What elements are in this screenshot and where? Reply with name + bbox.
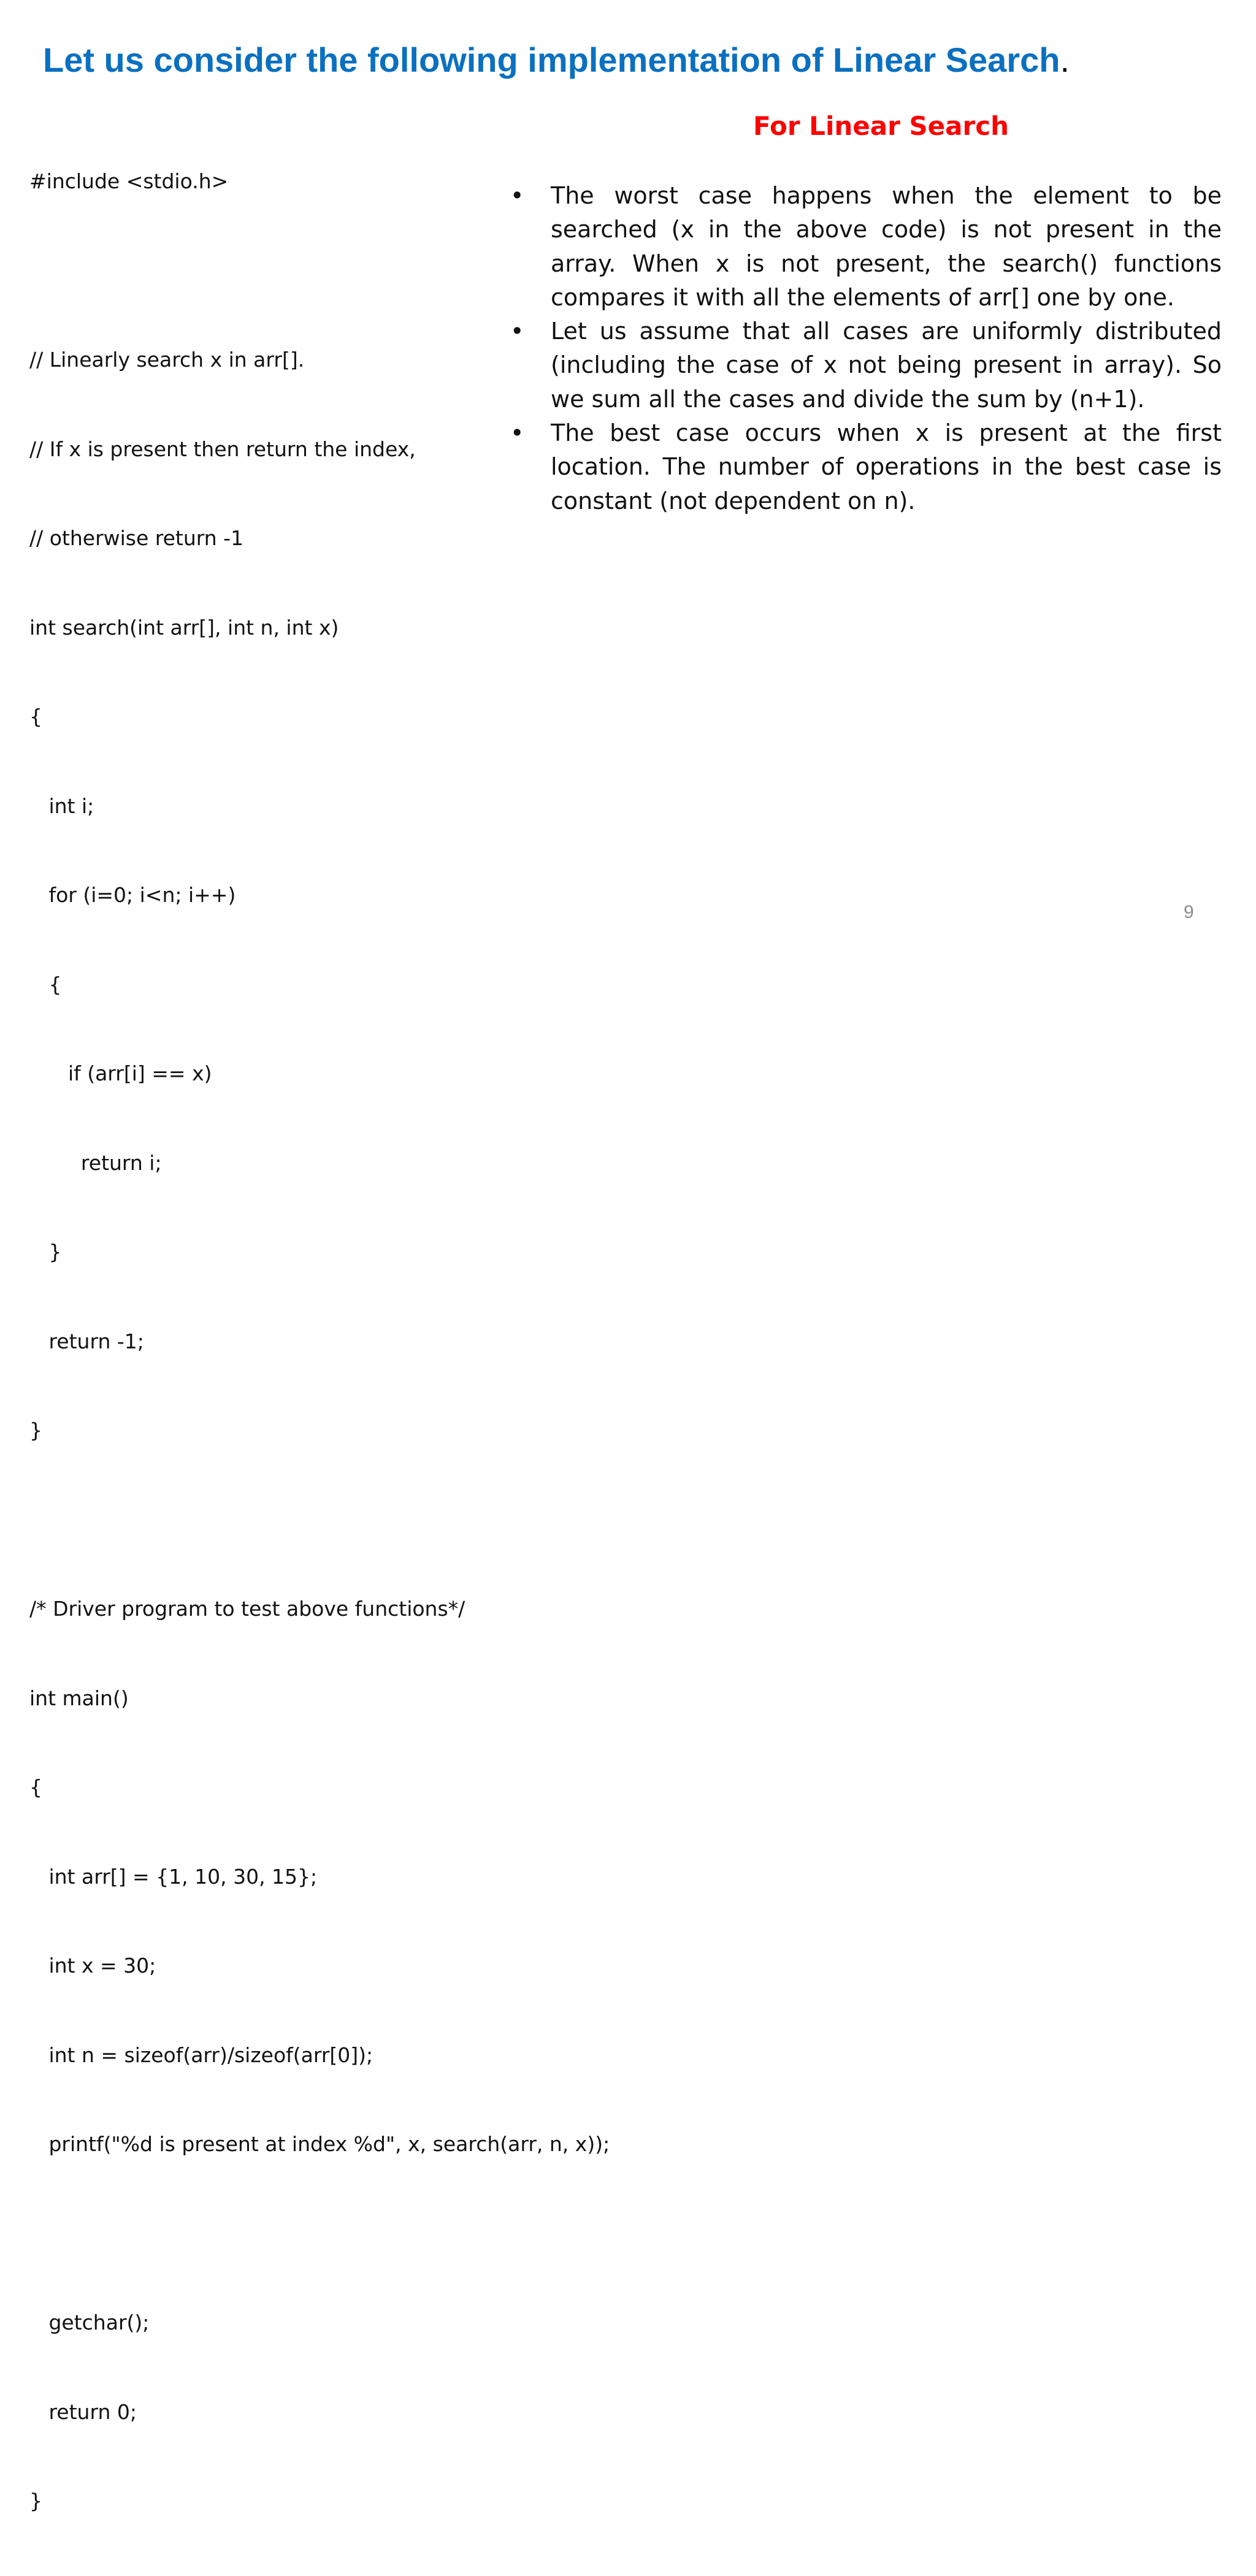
code-line: return i; [29,1150,162,1175]
section-heading: For Linear Search [753,111,1009,141]
code-line: #include <stdio.h> [29,169,229,193]
code-line: } [29,2489,42,2513]
page-number: 9 [1184,902,1194,922]
bullet-dot-icon: • [510,419,524,447]
code-line: } [29,1418,42,1442]
bullet-item [510,416,1222,518]
code-line: } [29,1240,62,1264]
slide-title-text: Let us consider the following implementation of Linear Search [43,40,1060,79]
code-line: for (i=0; i<n; i++) [29,883,236,907]
code-line: return -1; [29,1329,144,1353]
code-line: /* Driver program to test above functions*/ [29,1597,465,1621]
bullet-item [510,179,1222,315]
code-line [29,1505,606,1535]
code-line: // Linearly search x in arr[]. [29,348,305,372]
code-line: int n = sizeof(arr)/sizeof(arr[0]); [29,2043,373,2067]
bullet-list [510,179,1222,518]
code-line: { [29,1775,42,1799]
code-line: // otherwise return -1 [29,526,244,550]
bullet-dot-icon: • [510,318,524,345]
slide-title-period: . [1060,40,1070,79]
code-line: int i; [29,793,94,818]
code-line: getchar(); [29,2310,150,2334]
code-line: int x = 30; [29,1954,156,1978]
code-line [29,2219,606,2249]
code-line: { [29,972,62,996]
code-line: { [29,705,42,728]
bullet-text: The worst case happens when the element to be searched (x in the above code) is not present in the array. When x is not present, the search() functions compares it with all the elements of arr[] one by one. [551,182,1222,311]
code-line: int main() [29,1686,129,1710]
bullet-item [510,315,1222,416]
bullet-text: Let us assume that all cases are uniformly distributed (including the case of x not being present in array). So we sum all the cases and divide the sum by (n+1). [551,318,1222,413]
bullet-text: The best case occurs when x is present at the first location. The number of operations in the best case is constant (not dependent on n). [551,419,1222,514]
code-line: if (arr[i] == x) [29,1061,212,1085]
code-line: // If x is present then return the index, [29,437,416,461]
code-line: return 0; [29,2399,137,2424]
bullet-dot-icon: • [510,182,524,209]
slide-title [43,36,1070,85]
code-line: printf("%d is present at index %d", x, search(arr, n, x)); [29,2132,610,2156]
code-line: int search(int arr[], int n, int x) [29,615,339,640]
code-line: int arr[] = {1, 10, 30, 15}; [29,1864,318,1889]
